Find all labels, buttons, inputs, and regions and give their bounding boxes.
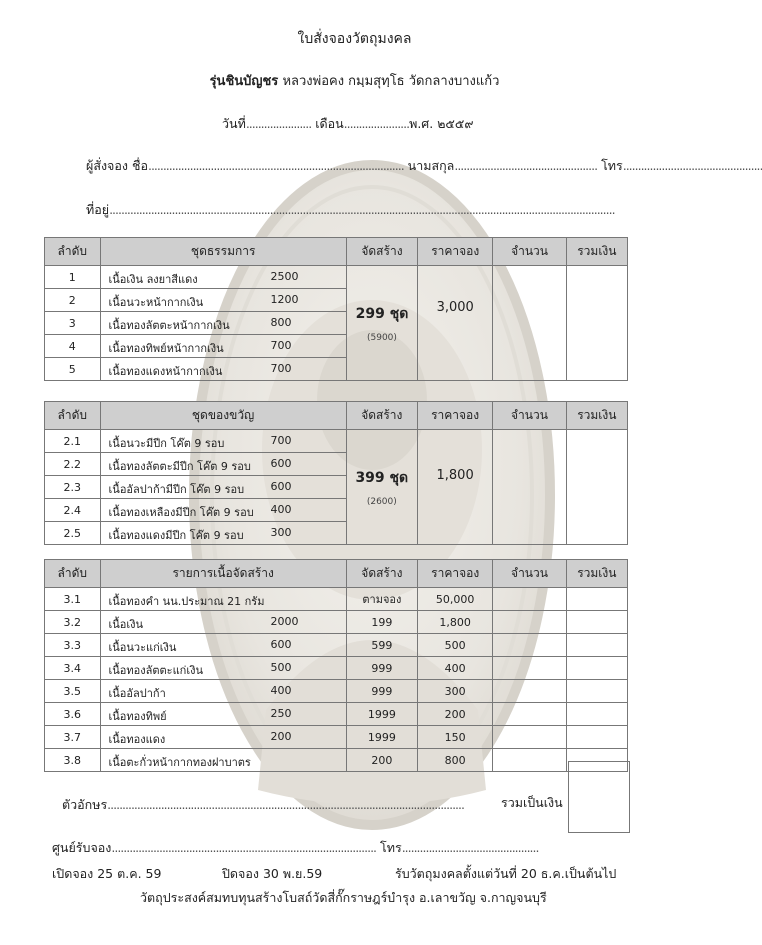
make-cell xyxy=(346,266,417,381)
sum-cell[interactable] xyxy=(566,588,627,611)
sum-cell[interactable] xyxy=(566,680,627,703)
item-count: 600 xyxy=(270,638,292,651)
qty-cell[interactable] xyxy=(493,657,566,680)
row-item xyxy=(100,726,346,749)
item-name: เนื้อทองแดงมีปีก โค๊ต 9 รอบ xyxy=(108,529,244,542)
item-count: 600 xyxy=(270,480,292,493)
letters-field[interactable]: ........................................................................................................................ xyxy=(107,797,464,812)
letters-label: ตัวอักษร xyxy=(62,797,108,812)
item-count: 300 xyxy=(270,526,292,539)
table-row xyxy=(45,680,628,703)
surname-field[interactable]: ................................................ xyxy=(454,158,598,173)
row-item xyxy=(100,680,346,703)
item-count: 250 xyxy=(270,707,292,720)
row-item xyxy=(100,335,346,358)
address-line xyxy=(86,200,615,220)
row-item xyxy=(100,749,346,772)
phone-label: โทร xyxy=(601,158,623,173)
price-cell: 150 xyxy=(418,726,493,749)
item-name: เนื้อตะกั่วหน้ากากทองฝาบาตร xyxy=(108,756,251,769)
row-item xyxy=(100,634,346,657)
address-field[interactable]: .......................................................................................................................................................................... xyxy=(109,202,615,217)
item-name: เนื้อทองทิพย์ xyxy=(108,710,167,723)
col-header: รวมเงิน xyxy=(566,560,627,588)
item-count: 800 xyxy=(270,316,292,329)
table-row xyxy=(45,266,628,289)
sum-cell[interactable] xyxy=(566,726,627,749)
material-table xyxy=(44,559,628,772)
row-no: 2.4 xyxy=(45,499,101,522)
make-cell xyxy=(346,430,417,545)
row-no: 2.2 xyxy=(45,453,101,476)
item-count: 500 xyxy=(270,661,292,674)
row-no: 3 xyxy=(45,312,101,335)
col-header: ชุดธรรมการ xyxy=(100,238,346,266)
row-no: 3.1 xyxy=(45,588,101,611)
customer-line xyxy=(86,156,762,176)
row-item xyxy=(100,266,346,289)
item-name: เนื้อทองลัตตะแก่เงิน xyxy=(108,664,203,677)
table-row xyxy=(45,749,628,772)
center-field[interactable]: ......................................................................................... xyxy=(111,840,377,855)
col-header: ลำดับ xyxy=(45,402,101,430)
qty-cell[interactable] xyxy=(493,266,566,381)
month-label: เดือน xyxy=(315,116,344,131)
col-header: จัดสร้าง xyxy=(346,560,417,588)
set-table-dhamma xyxy=(44,237,628,381)
row-no: 2.1 xyxy=(45,430,101,453)
row-item xyxy=(100,703,346,726)
price-cell: 1,800 xyxy=(418,611,493,634)
price-cell: 800 xyxy=(418,749,493,772)
price-cell: 50,000 xyxy=(418,588,493,611)
item-count: 2500 xyxy=(270,270,299,283)
col-header: จำนวน xyxy=(493,402,566,430)
row-no: 2 xyxy=(45,289,101,312)
purpose-text: วัตถุประสงค์สมทบทุนสร้างโบสถ์วัดสี่กั๊กราษฎร์บำรุง อ.เลาขวัญ จ.กาญจนบุรี xyxy=(140,890,547,905)
item-name: เนื้อทองแดง xyxy=(108,733,166,746)
item-count: 400 xyxy=(270,684,292,697)
set-table-gift xyxy=(44,401,628,545)
row-item xyxy=(100,289,346,312)
center-phone-label: โทร xyxy=(380,840,402,855)
price-cell: 500 xyxy=(418,634,493,657)
row-item xyxy=(100,430,346,453)
address-label: ที่อยู่ xyxy=(86,202,110,217)
qty-cell[interactable] xyxy=(493,611,566,634)
item-name: เนื้อทองแดงหน้ากากเงิน xyxy=(108,365,223,378)
row-no: 3.7 xyxy=(45,726,101,749)
item-name: เนื้อเงิน xyxy=(108,618,144,631)
col-header: จัดสร้าง xyxy=(346,238,417,266)
col-header: ราคาจอง xyxy=(418,238,493,266)
series-line xyxy=(0,70,709,91)
col-header: รวมเงิน xyxy=(566,238,627,266)
make-count: 399 ชุด xyxy=(355,470,409,486)
row-no: 3.2 xyxy=(45,611,101,634)
qty-cell[interactable] xyxy=(493,749,566,772)
series-detail: หลวงพ่อคง กมฺมสุทฺโธ วัดกลางบางแก้ว xyxy=(282,74,500,89)
date-line xyxy=(222,114,474,134)
total-label: รวมเป็นเงิน xyxy=(501,795,563,810)
row-no: 3.3 xyxy=(45,634,101,657)
table-row xyxy=(45,726,628,749)
sum-cell[interactable] xyxy=(566,657,627,680)
make-cell: 999 xyxy=(346,680,417,703)
qty-cell[interactable] xyxy=(493,430,566,545)
series-name: รุ่นชินบัญชร xyxy=(209,74,279,89)
make-cell: 1999 xyxy=(346,703,417,726)
table-row xyxy=(45,588,628,611)
center-label: ศูนย์รับจอง xyxy=(52,840,112,855)
item-name: เนื้อทองเหลืองมีปีก โค๊ต 9 รอบ xyxy=(108,506,254,519)
price-cell: 200 xyxy=(418,703,493,726)
col-header: จำนวน xyxy=(493,560,566,588)
total-amount-box[interactable] xyxy=(568,761,630,833)
table-row xyxy=(45,634,628,657)
item-count: 1200 xyxy=(270,293,299,306)
item-name: เนื้ออัลปาก้า xyxy=(108,687,166,700)
make-sub: (2600) xyxy=(366,497,397,507)
row-item xyxy=(100,476,346,499)
qty-cell[interactable] xyxy=(493,588,566,611)
date-field[interactable]: ...................... xyxy=(245,116,312,131)
qty-cell[interactable] xyxy=(493,703,566,726)
item-name: เนื้อนวะแก่เงิน xyxy=(108,641,177,654)
qty-cell[interactable] xyxy=(493,680,566,703)
open-date: เปิดจอง 25 ต.ค. 59 xyxy=(52,866,162,881)
table-row xyxy=(45,703,628,726)
name-field[interactable]: ...................................................................................... xyxy=(147,158,404,173)
make-count: 299 ชุด xyxy=(355,306,409,322)
pickup-date: รับวัตถุมงคลตั้งแต่วันที่ 20 ธ.ค.เป็นต้นไป xyxy=(395,866,617,881)
close-date: ปิดจอง 30 พ.ย.59 xyxy=(222,866,323,881)
row-item xyxy=(100,588,346,611)
item-count: 200 xyxy=(270,730,292,743)
row-no: 1 xyxy=(45,266,101,289)
price-value: 3,000 xyxy=(436,300,474,315)
item-count: 2000 xyxy=(270,615,299,628)
sum-cell[interactable] xyxy=(566,430,627,545)
table-header xyxy=(45,560,628,588)
table-row xyxy=(45,657,628,680)
row-no: 4 xyxy=(45,335,101,358)
make-cell: 200 xyxy=(346,749,417,772)
make-cell: 199 xyxy=(346,611,417,634)
row-item xyxy=(100,499,346,522)
month-field[interactable]: ...................... xyxy=(343,116,410,131)
make-cell: 599 xyxy=(346,634,417,657)
sum-cell[interactable] xyxy=(566,611,627,634)
item-name: เนื้อนวะมีปีก โค๊ต 9 รอบ xyxy=(108,437,225,450)
price-cell xyxy=(418,266,493,381)
phone-field[interactable]: ............................................... xyxy=(622,158,762,173)
row-no: 2.5 xyxy=(45,522,101,545)
item-name: เนื้อทองลัตตะหน้ากากเงิน xyxy=(108,319,230,332)
sum-cell[interactable] xyxy=(566,703,627,726)
item-name: เนื้อเงิน ลงยาสีแดง xyxy=(108,273,198,286)
col-header: รายการเนื้อจัดสร้าง xyxy=(100,560,346,588)
item-name: เนื้อทองลัตตะมีปีก โค๊ต 9 รอบ xyxy=(108,460,251,473)
price-cell: 400 xyxy=(418,657,493,680)
col-header: จัดสร้าง xyxy=(346,402,417,430)
letters-line xyxy=(62,795,464,815)
col-header: ชุดของขวัญ xyxy=(100,402,346,430)
table-row xyxy=(45,611,628,634)
year-label: พ.ศ. ๒๕๕๙ xyxy=(409,116,474,131)
col-header: รวมเงิน xyxy=(566,402,627,430)
price-value: 1,800 xyxy=(436,468,474,483)
date-label: วันที่ xyxy=(222,116,246,131)
item-count: 700 xyxy=(270,339,292,352)
item-count: 700 xyxy=(270,362,292,375)
row-item xyxy=(100,312,346,335)
row-no: 3.5 xyxy=(45,680,101,703)
item-name: เนื้อนวะหน้ากากเงิน xyxy=(108,296,204,309)
price-cell: 300 xyxy=(418,680,493,703)
row-item xyxy=(100,611,346,634)
make-cell: 999 xyxy=(346,657,417,680)
qty-cell[interactable] xyxy=(493,726,566,749)
qty-cell[interactable] xyxy=(493,634,566,657)
item-name: เนื้อทองคำ นน.ประมาณ 21 กรัม xyxy=(108,595,265,608)
table-header xyxy=(45,238,628,266)
surname-label: นามสกุล xyxy=(407,158,455,173)
item-name: เนื้อทองทิพย์หน้ากากเงิน xyxy=(108,342,224,355)
col-header: ลำดับ xyxy=(45,560,101,588)
make-cell: ตามจอง xyxy=(346,588,417,611)
row-no: 3.8 xyxy=(45,749,101,772)
row-no: 2.3 xyxy=(45,476,101,499)
col-header: ราคาจอง xyxy=(417,402,492,430)
row-item xyxy=(100,657,346,680)
sum-cell[interactable] xyxy=(566,634,627,657)
row-no: 3.4 xyxy=(45,657,101,680)
row-item xyxy=(100,453,346,476)
name-label: ผู้สั่งจอง ชื่อ xyxy=(86,158,148,173)
row-item xyxy=(100,522,346,545)
col-header: จำนวน xyxy=(493,238,566,266)
item-count: 700 xyxy=(270,434,292,447)
table-row xyxy=(45,430,628,453)
sum-cell[interactable] xyxy=(566,266,627,381)
item-count: 400 xyxy=(270,503,292,516)
row-no: 5 xyxy=(45,358,101,381)
price-cell xyxy=(417,430,492,545)
item-name: เนื้ออัลปาก้ามีปีก โค๊ต 9 รอบ xyxy=(108,483,245,496)
row-item xyxy=(100,358,346,381)
col-header: ราคาจอง xyxy=(418,560,493,588)
make-cell: 1999 xyxy=(346,726,417,749)
center-line xyxy=(52,838,538,858)
row-no: 3.6 xyxy=(45,703,101,726)
center-phone-field[interactable]: .............................................. xyxy=(401,840,539,855)
make-sub: (5900) xyxy=(366,333,397,343)
form-title: ใบสั่งจองวัตถุมงคล xyxy=(297,31,412,47)
item-count: 600 xyxy=(270,457,292,470)
table-header xyxy=(45,402,628,430)
col-header: ลำดับ xyxy=(45,238,101,266)
